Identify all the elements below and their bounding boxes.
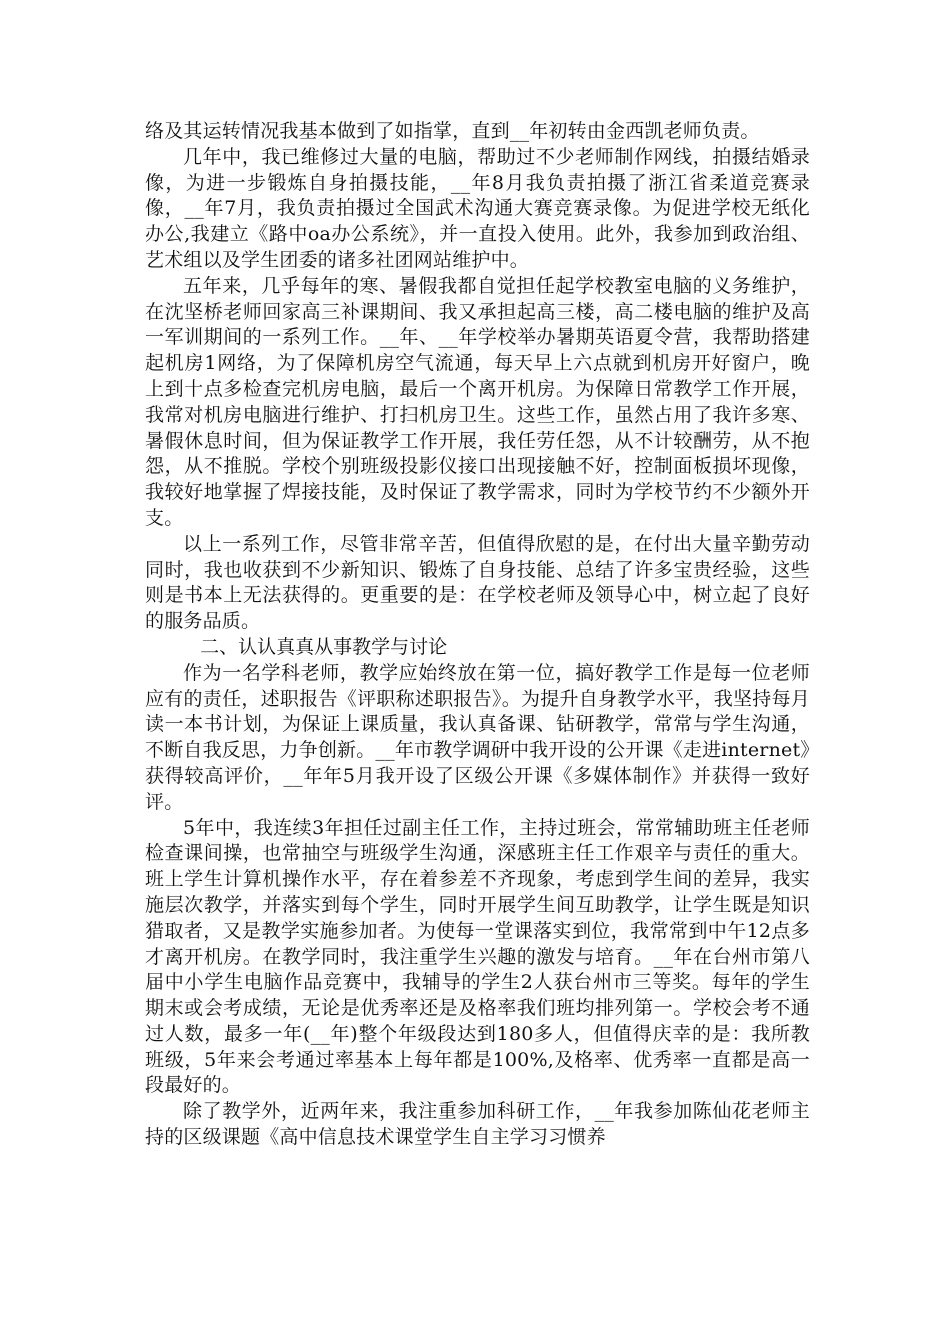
- paragraph-class-management: 5年中，我连续3年担任过副主任工作，主持过班会，常常辅助班主任老师检查课间操，也常抽空与班级学生沟通，深感班主任工作艰辛与责任的重大。班上学生计算机操作水平，存在着参差不齐现象，考虑到学生间的差异，我实施层次教学，并落实到每个学生，同时开展学生间互助教学，让学生既是知识猎取者，又是教学实施参加者。为使每一堂课落实到位，我常常到中午12点多才离开机房。在教学同时，我注重学生兴趣的激发与培育。__年在台州市第八届中小学生电脑作品竞赛中，我辅导的学生2人获台州市三等奖。每年的学生期末或会考成绩，无论是优秀率还是及格率我们班均排列第一。学校会考不通过人数，最多一年(__年)整个年级段达到180多人，但值得庆幸的是：我所教班级，5年来会考通过率基本上每年都是100%,及格率、优秀率一直都是高一段最好的。: [145, 816, 810, 1097]
- paragraph-holiday-maintenance: 五年来，几乎每年的寒、暑假我都自觉担任起学校教室电脑的义务维护，在沈坚桥老师回家高三补课期间、我又承担起高三楼，高二楼电脑的维护及高一军训期间的一系列工作。__年、__年学校举办暑期英语夏令营，我帮助搭建起机房1网络，为了保障机房空气流通，每天早上六点就到机房开好窗户，晚上到十点多检查完机房电脑，最后一个离开机房。为保障日常教学工作开展，我常对机房电脑进行维护、打扫机房卫生。这些工作，虽然占用了我许多寒、暑假休息时间，但为保证教学工作开展，我任劳任怨，从不计较酬劳，从不抱怨，从不推脱。学校个别班级投影仪接口出现接触不好，控制面板损坏现像，我较好地掌握了焊接技能，及时保证了教学需求，同时为学校节约不少额外开支。: [145, 274, 810, 529]
- paragraph-continuation: 络及其运转情况我基本做到了如指掌，直到__年初转由金西凯老师负责。: [145, 120, 760, 142]
- document-body: [145, 119, 810, 1151]
- section-heading-teaching: 二、认认真真从事教学与讨论: [200, 635, 448, 658]
- paragraph-research: 除了教学外，近两年来，我注重参加科研工作，__年我参加陈仙花老师主持的区级课题《高中信息技术课堂学生自主学习习惯养: [145, 1100, 810, 1149]
- paragraph-repair-work: 几年中，我已维修过大量的电脑，帮助过不少老师制作网线，拍摄结婚录像，为进一步锻炼自身拍摄技能，__年8月我负责拍摄了浙江省柔道竞赛录像，__年7月，我负责拍摄过全国武术沟通大赛竞赛录像。为促进学校无纸化办公,我建立《路中oa办公系统》，并一直投入使用。此外，我参加到政治组、艺术组以及学生团委的诸多社团网站维护中。: [145, 145, 810, 271]
- paragraph-teaching-duty: 作为一名学科老师，教学应始终放在第一位，搞好教学工作是每一位老师应有的责任，述职报告《评职称述职报告》。为提升自身教学水平，我坚持每月读一本书计划，为保证上课质量，我认真备课、钻研教学，常常与学生沟通，不断自我反思，力争创新。__年市教学调研中我开设的公开课《走进internet》获得较高评价，__年年5月我开设了区级公开课《多媒体制作》并获得一致好评。: [145, 661, 810, 813]
- paragraph-summary: 以上一系列工作，尽管非常辛苦，但值得欣慰的是，在付出大量辛勤劳动同时，我也收获到不少新知识、锻炼了自身技能、总结了许多宝贵经验，这些则是书本上无法获得的。更重要的是：在学校老师及领导心中，树立起了良好的服务品质。: [145, 532, 810, 633]
